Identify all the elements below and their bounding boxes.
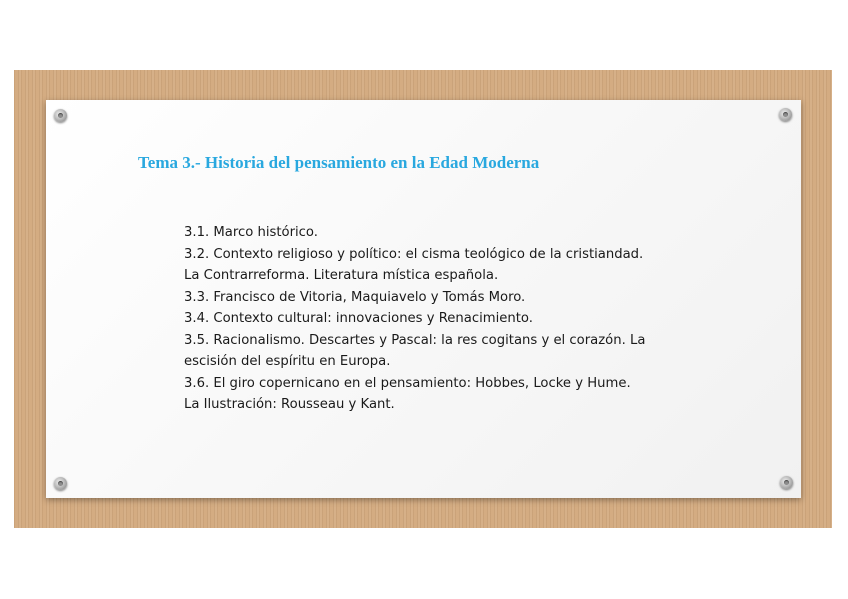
topic-line: 3.1. Marco histórico. — [184, 225, 318, 240]
topic-line: 3.5. Racionalismo. Descartes y Pascal: la res cogitans y el corazón. La — [184, 332, 646, 348]
topic-line: 3.4. Contexto cultural: innovaciones y Renacimiento. — [184, 311, 533, 326]
topic-line: 3.6. El giro copernicano en el pensamiento: Hobbes, Locke y Hume. — [184, 375, 631, 391]
rivet-bottom-left-icon — [54, 477, 67, 490]
rivet-top-left-icon — [54, 109, 67, 122]
rivet-top-right-icon — [779, 108, 792, 121]
topic-line: La Contrarreforma. Literatura mística española. — [184, 268, 499, 283]
topic-line: escisión del espíritu en Europa. — [184, 354, 391, 369]
topic-line: 3.3. Francisco de Vitoria, Maquiavelo y Tomás Moro. — [184, 289, 526, 305]
slide-title: Tema 3.- Historia del pensamiento en la Edad Moderna — [138, 153, 540, 172]
topic-list — [184, 222, 704, 416]
topic-line: La Ilustración: Rousseau y Kant. — [184, 397, 395, 412]
rivet-bottom-right-icon — [780, 476, 793, 489]
paper-sheet — [46, 100, 801, 498]
slide-background-cardboard — [14, 70, 832, 528]
topic-line: 3.2. Contexto religioso y político: el cisma teológico de la cristiandad. — [184, 246, 644, 262]
